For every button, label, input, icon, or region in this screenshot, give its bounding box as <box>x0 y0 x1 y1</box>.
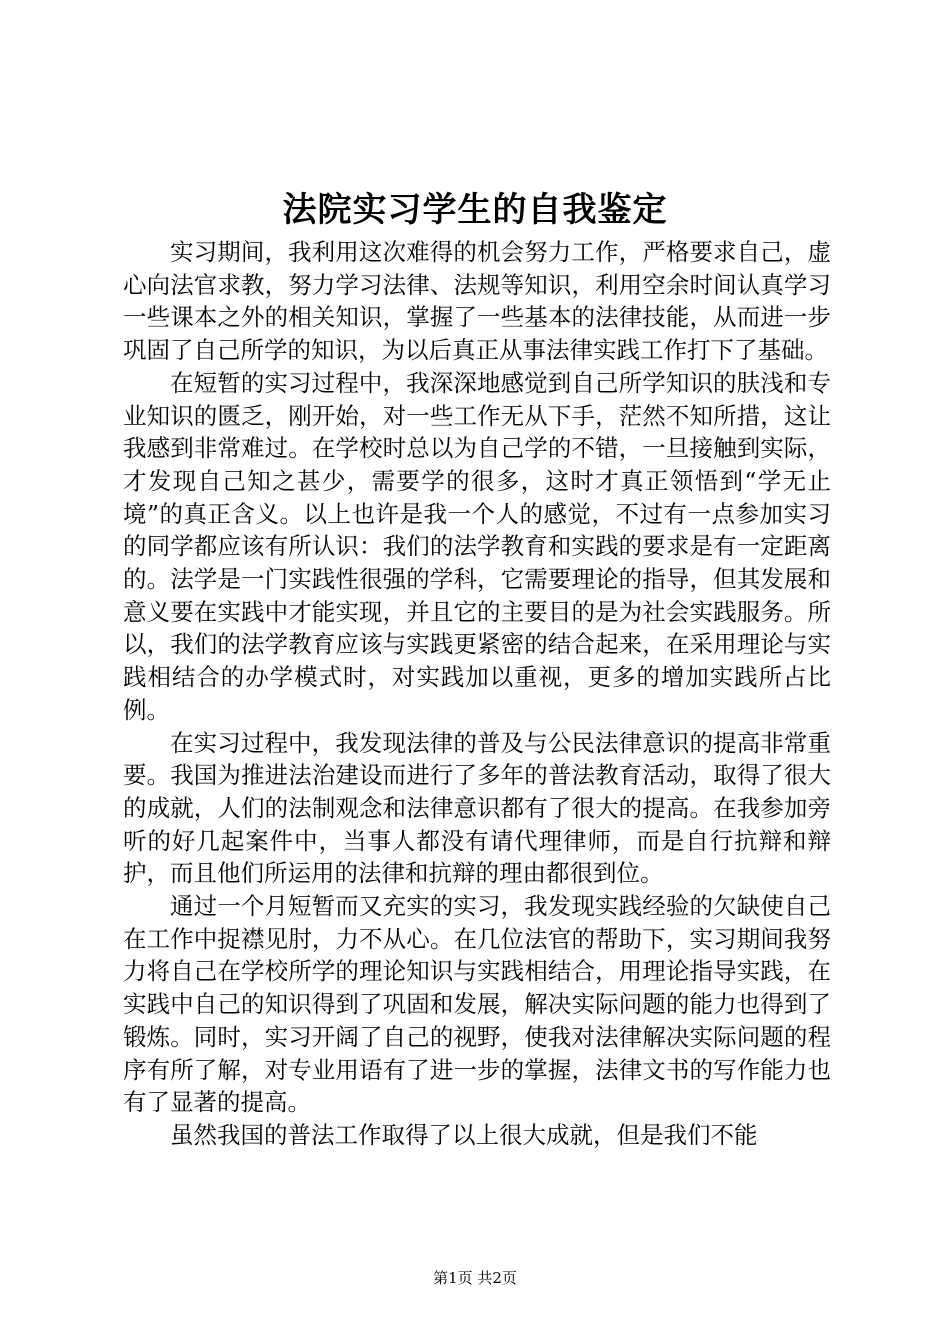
paragraph-3: 在实习过程中，我发现法律的普及与公民法律意识的提高非常重要。我国为推进法治建设而进行了多年的普法教育活动，取得了很大的成就，人们的法制观念和法律意识都有了很大的提高。在我参加旁听的好几起案件中，当事人都没有请代理律师，而是自行抗辩和辩护，而且他们所运用的法律和抗辩的理由都很到位。 <box>123 728 831 888</box>
document-body <box>123 236 831 1152</box>
paragraph-5: 虽然我国的普法工作取得了以上很大成就，但是我们不能 <box>170 1120 758 1149</box>
page-title: 法院实习学生的自我鉴定 <box>282 190 668 230</box>
paragraph-2: 在短暂的实习过程中，我深深地感觉到自己所学知识的肤浅和专业知识的匮乏，刚开始，对一些工作无从下手，茫然不知所措，这让我感到非常难过。在学校时总以为自己学的不错，一旦接触到实际，才发现自己知之甚少，需要学的很多，这时才真正领悟到“学无止境”的真正含义。以上也许是我一个人的感觉，不过有一点参加实习的同学都应该有所认识：我们的法学教育和实践的要求是有一定距离的。法学是一门实践性很强的学科，它需要理论的指导，但其发展和意义要在实践中才能实现，并且它的主要目的是为社会实践服务。所以，我们的法学教育应该与实践更紧密的结合起来，在采用理论与实践相结合的办学模式时，对实践加以重视，更多的增加实践所占比例。 <box>123 368 831 724</box>
paragraph-4: 通过一个月短暂而又充实的实习，我发现实践经验的欠缺使自己在工作中捉襟见肘，力不从心。在几位法官的帮助下，实习期间我努力将自己在学校所学的理论知识与实践相结合，用理论指导实践，在实践中自己的知识得到了巩固和发展，解决实际问题的能力也得到了锻炼。同时，实习开阔了自己的视野，使我对法律解决实际问题的程序有所了解，对专业用语有了进一步的掌握，法律文书的写作能力也有了显著的提高。 <box>123 892 831 1117</box>
paragraph-1: 实习期间，我利用这次难得的机会努力工作，严格要求自己，虚心向法官求教，努力学习法律、法规等知识，利用空余时间认真学习一些课本之外的相关知识，掌握了一些基本的法律技能，从而进一步巩固了自己所学的知识，为以后真正从事法律实践工作打下了基础。 <box>123 238 831 365</box>
page-number-footer: 第1页 共2页 <box>433 1269 517 1287</box>
